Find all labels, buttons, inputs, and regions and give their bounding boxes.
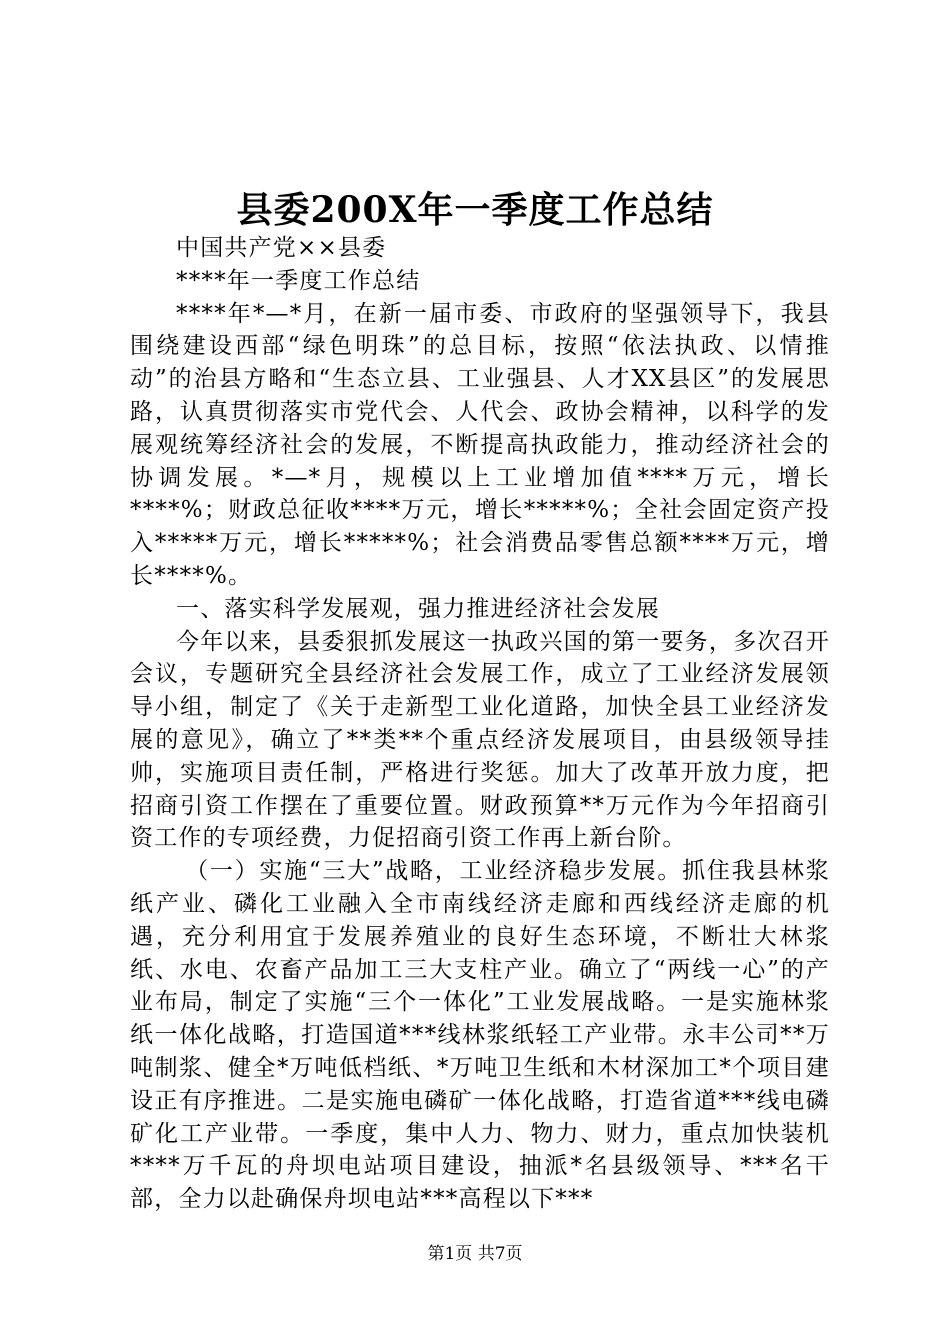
page-footer: 第1页 共7页 [427, 1244, 523, 1264]
document-title: 县委200X年一季度工作总结 [236, 189, 714, 231]
org-line: 中国共产党××县委 [176, 235, 387, 261]
section-heading: 一、落实科学发展观，强力推进经济社会发展 [176, 595, 660, 622]
subsection-paragraph: （一）实施“三大”战略，工业经济稳步发展。抓住我县林浆纸产业、磷化工业融入全市南线经济走廊和西线经济走廊的机遇，充分利用宜于发展养殖业的良好生态环境，不断壮大林浆纸、水电、农畜产品加工三大支柱产业。确立了“两线一心”的产业布局，制定了实施“三个一体化”工业发展战略。一是实施林浆纸一体化战略，打造国道***线林浆纸轻工产业带。永丰公司**万吨制浆、健全*万吨低档纸、*万吨卫生纸和木材深加工*个项目建设正有序推进。二是实施电磷矿一体化战略，打造省道***线电磷矿化工产业带。一季度，集中人力、物力、财力，重点加快装机****万千瓦的舟坝电站项目建设，抽派*名县级领导、***名干部，全力以赴确保舟坝电站***高程以下*** [130, 858, 830, 1213]
subtitle-line: ****年一季度工作总结 [176, 267, 421, 294]
intro-paragraph: ****年*—*月，在新一届市委、市政府的坚强领导下，我县围绕建设西部“绿色明珠”的总目标，按照“依法执政、以情推动”的治县方略和“生态立县、工业强县、人才XX县区”的发展思路，认真贯彻落实市党代会、人代会、政协会精神，以科学的发展观统筹经济社会的发展，不断提高执政能力，推动经济社会的协调发展。*—*月，规模以上工业增加值****万元，增长****%；财政总征收****万元，增长*****%；全社会固定资产投入*****万元，增长*****%；社会消费品零售总额****万元，增长****%。 [130, 300, 830, 589]
section-paragraph: 今年以来，县委狠抓发展这一执政兴国的第一要务，多次召开会议，专题研究全县经济社会发展工作，成立了工业经济发展领导小组，制定了《关于走新型工业化道路，加快全县工业经济发展的意见》，确立了**类**个重点经济发展项目，由县级领导挂帅，实施项目责任制，严格进行奖惩。加大了改革开放力度，把招商引资工作摆在了重要位置。财政预算**万元作为今年招商引资工作的专项经费，力促招商引资工作再上新台阶。 [130, 628, 830, 852]
document-body [130, 232, 830, 1216]
